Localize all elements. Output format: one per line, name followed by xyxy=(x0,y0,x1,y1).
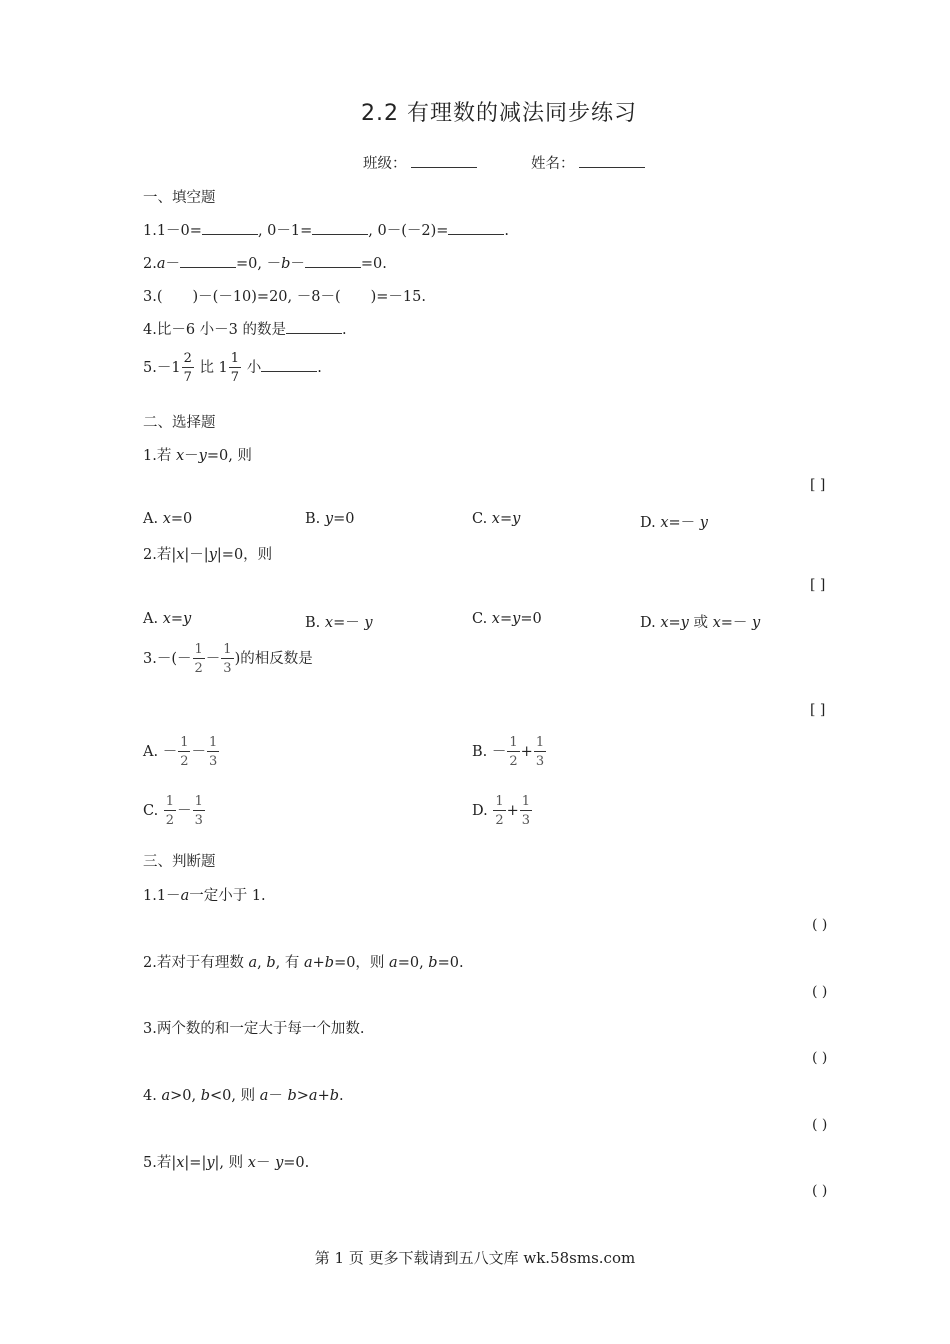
denominator: 3 xyxy=(208,754,218,769)
text: 一定小于 1. xyxy=(189,888,266,904)
denominator: 2 xyxy=(165,813,175,828)
numerator: 1 xyxy=(495,794,504,809)
text: =0, － xyxy=(236,256,282,272)
text: D. xyxy=(640,615,661,631)
text: = xyxy=(499,511,513,527)
name-field xyxy=(531,152,645,173)
text: . xyxy=(317,360,322,376)
fraction xyxy=(193,795,205,827)
text: 1.1－ xyxy=(143,888,181,904)
answer-bracket[interactable]: [ ] xyxy=(810,477,826,493)
var: a xyxy=(389,955,398,971)
text: B. xyxy=(305,511,325,527)
option-d[interactable] xyxy=(640,611,760,632)
fraction xyxy=(507,736,519,768)
text: － xyxy=(255,1155,276,1171)
text: C. xyxy=(143,803,163,819)
name-label: 姓名： xyxy=(531,156,575,172)
text: C. xyxy=(472,611,492,627)
choice-question-1 xyxy=(143,444,252,465)
text: , 0－1= xyxy=(257,223,313,239)
text: 1.1－0= xyxy=(143,223,202,239)
text: =0，则 xyxy=(334,955,390,971)
text: － xyxy=(268,1088,288,1104)
denominator: 2 xyxy=(194,661,203,676)
section-fill-heading: 一、填空题 xyxy=(143,190,216,206)
text: 4. xyxy=(143,1088,162,1104)
class-blank xyxy=(411,155,477,168)
var: a xyxy=(180,888,190,904)
var: x xyxy=(660,515,669,531)
text: 2. xyxy=(143,256,157,272)
text: + xyxy=(506,803,519,819)
answer-paren[interactable]: ( ) xyxy=(812,917,828,933)
text: 1.若 xyxy=(143,448,176,464)
text: |=| xyxy=(184,1155,207,1171)
numerator: 1 xyxy=(180,735,189,750)
choice-question-2 xyxy=(143,543,272,564)
numerator: 1 xyxy=(230,351,240,366)
var: x xyxy=(176,547,185,563)
fraction xyxy=(164,795,176,827)
fraction xyxy=(193,643,205,675)
fill-question-1 xyxy=(143,219,509,240)
var: x xyxy=(247,1155,256,1171)
text: , 有 xyxy=(275,955,304,971)
answer-blank xyxy=(261,359,317,372)
var: y xyxy=(364,615,373,631)
var: y xyxy=(512,611,521,627)
fraction xyxy=(229,352,241,384)
text: . xyxy=(339,1088,344,1104)
numerator: 1 xyxy=(194,794,203,809)
text: 3.－(－ xyxy=(143,651,192,667)
denominator: 7 xyxy=(183,370,192,385)
fraction xyxy=(178,736,190,768)
fill-question-2 xyxy=(143,252,387,273)
text: 4.比－6 小－3 的数是 xyxy=(143,322,287,338)
answer-blank xyxy=(312,222,368,235)
text: 3.( xyxy=(143,289,163,305)
denominator: 3 xyxy=(535,754,545,769)
text: = xyxy=(499,611,513,627)
text: |=0，则 xyxy=(216,547,273,563)
answer-paren[interactable]: ( ) xyxy=(812,1117,828,1133)
text: 2.若| xyxy=(143,547,177,563)
numerator: 1 xyxy=(535,735,545,750)
var: x xyxy=(660,615,669,631)
judge-question-3: 3.两个数的和一定大于每一个加数. xyxy=(143,1021,365,1037)
page-footer: 第 1 页 更多下载请到五八文库 wk.58sms.com xyxy=(314,1249,636,1267)
numerator: 1 xyxy=(223,642,232,657)
text: . xyxy=(504,223,510,239)
text: － xyxy=(177,803,192,819)
text: － xyxy=(184,448,199,464)
text: － xyxy=(205,651,221,667)
denominator: 3 xyxy=(194,813,203,828)
text: = xyxy=(170,611,184,627)
var: a xyxy=(156,256,166,272)
text: B. － xyxy=(472,744,507,760)
var: y xyxy=(752,615,761,631)
fraction xyxy=(221,643,233,675)
judge-question-4 xyxy=(143,1084,344,1105)
var: y xyxy=(324,511,334,527)
fill-question-5 xyxy=(143,352,322,384)
var: x xyxy=(491,611,500,627)
denominator: 3 xyxy=(521,813,531,828)
section-choice-heading: 二、选择题 xyxy=(143,415,216,431)
var: a xyxy=(161,1088,171,1104)
answer-paren[interactable]: ( ) xyxy=(812,1050,828,1066)
name-blank xyxy=(579,155,645,168)
text: A. － xyxy=(143,744,178,760)
option-b[interactable] xyxy=(472,736,547,768)
text: D. xyxy=(472,803,493,819)
var: a xyxy=(248,955,258,971)
text: D. xyxy=(640,515,661,531)
text: >0, xyxy=(170,1088,201,1104)
denominator: 2 xyxy=(495,813,504,828)
var: y xyxy=(183,611,192,627)
var: b xyxy=(287,1088,297,1104)
text: =0. xyxy=(360,256,387,272)
var: x xyxy=(324,615,334,631)
var: b xyxy=(266,955,276,971)
answer-blank xyxy=(286,321,342,334)
text: =0, 则 xyxy=(206,448,252,464)
text: =0 xyxy=(170,511,193,527)
denominator: 7 xyxy=(230,370,240,385)
text: B. xyxy=(305,615,325,631)
var: y xyxy=(512,511,521,527)
fraction xyxy=(493,795,505,827)
answer-blank xyxy=(202,222,258,235)
var: a xyxy=(259,1088,269,1104)
option-a[interactable] xyxy=(143,611,191,627)
option-a[interactable] xyxy=(143,511,192,527)
choice-question-3 xyxy=(143,643,313,675)
judge-question-1 xyxy=(143,884,266,905)
option-a[interactable] xyxy=(143,736,220,768)
fraction xyxy=(182,352,194,384)
text: )－(－10)=20, －8－( xyxy=(192,289,341,305)
var: a xyxy=(308,1088,318,1104)
fraction xyxy=(534,736,546,768)
answer-blank xyxy=(305,255,361,268)
text: =0. xyxy=(283,1155,310,1171)
text: =0. xyxy=(437,955,464,971)
page-title: 2.2 有理数的减法同步练习 xyxy=(361,101,637,126)
var: x xyxy=(162,611,171,627)
fraction xyxy=(207,736,219,768)
text: + xyxy=(317,1088,330,1104)
var: x xyxy=(491,511,500,527)
text: |－| xyxy=(184,547,209,563)
numerator: 2 xyxy=(183,351,192,366)
var: y xyxy=(198,448,207,464)
numerator: 1 xyxy=(509,735,518,750)
text: )=－15. xyxy=(370,289,426,305)
fraction xyxy=(520,795,532,827)
var: b xyxy=(200,1088,210,1104)
option-b[interactable] xyxy=(305,511,354,527)
var: b xyxy=(281,256,291,272)
var: b xyxy=(329,1088,340,1104)
text: . xyxy=(342,322,347,338)
var: y xyxy=(680,615,689,631)
numerator: 1 xyxy=(208,735,218,750)
text: , xyxy=(257,955,267,971)
text: , 0－(－2)= xyxy=(368,223,449,239)
var: y xyxy=(699,515,708,531)
var: b xyxy=(428,955,438,971)
var: a xyxy=(303,955,313,971)
text: 5.－1 xyxy=(143,360,181,376)
judge-question-2 xyxy=(143,951,464,972)
text: = xyxy=(668,615,681,631)
text: =0 xyxy=(520,611,542,627)
answer-bracket[interactable]: [ ] xyxy=(810,577,826,593)
text: A. xyxy=(143,611,163,627)
var: x xyxy=(175,448,185,464)
text: + xyxy=(520,744,533,760)
fill-question-3 xyxy=(143,285,426,306)
text: 小 xyxy=(246,360,262,376)
answer-paren[interactable]: ( ) xyxy=(812,984,828,1000)
var: y xyxy=(275,1155,284,1171)
text: > xyxy=(296,1088,309,1104)
text: + xyxy=(312,955,325,971)
numerator: 1 xyxy=(194,642,203,657)
numerator: 1 xyxy=(165,794,175,809)
text: 或 xyxy=(688,615,713,631)
text: |, 则 xyxy=(214,1155,248,1171)
denominator: 2 xyxy=(180,754,189,769)
answer-blank xyxy=(448,222,504,235)
numerator: 1 xyxy=(521,794,531,809)
option-c[interactable] xyxy=(472,611,542,627)
section-judge-heading: 三、判断题 xyxy=(143,854,216,870)
option-d[interactable] xyxy=(640,511,708,532)
option-c[interactable] xyxy=(472,511,520,527)
text: )的相反数是 xyxy=(234,651,313,667)
text: =0 xyxy=(333,511,355,527)
text: 2.若对于有理数 xyxy=(143,955,249,971)
text: =0, xyxy=(397,955,429,971)
text: =－ xyxy=(333,615,365,631)
denominator: 3 xyxy=(223,661,232,676)
judge-question-5 xyxy=(143,1151,309,1172)
answer-bracket[interactable]: [ ] xyxy=(810,702,826,718)
fill-question-4 xyxy=(143,318,347,339)
text: C. xyxy=(472,511,492,527)
answer-paren[interactable]: ( ) xyxy=(812,1183,828,1199)
text: A. xyxy=(143,511,163,527)
text: － xyxy=(191,744,206,760)
var: b xyxy=(324,955,335,971)
class-field xyxy=(363,152,477,173)
var: x xyxy=(176,1155,185,1171)
denominator: 2 xyxy=(509,754,518,769)
text: 5.若| xyxy=(143,1155,177,1171)
text: =－ xyxy=(668,515,700,531)
var: x xyxy=(712,615,721,631)
var: x xyxy=(162,511,171,527)
text: 比 1 xyxy=(199,360,228,376)
var: y xyxy=(208,547,217,563)
option-d[interactable] xyxy=(472,795,533,827)
class-label: 班级： xyxy=(363,156,407,172)
text: － xyxy=(290,256,305,272)
answer-blank xyxy=(180,255,236,268)
text: － xyxy=(165,256,180,272)
option-b[interactable] xyxy=(305,611,373,632)
text: =－ xyxy=(720,615,753,631)
text: <0, 则 xyxy=(210,1088,260,1104)
option-c[interactable] xyxy=(143,795,206,827)
var: y xyxy=(206,1155,215,1171)
